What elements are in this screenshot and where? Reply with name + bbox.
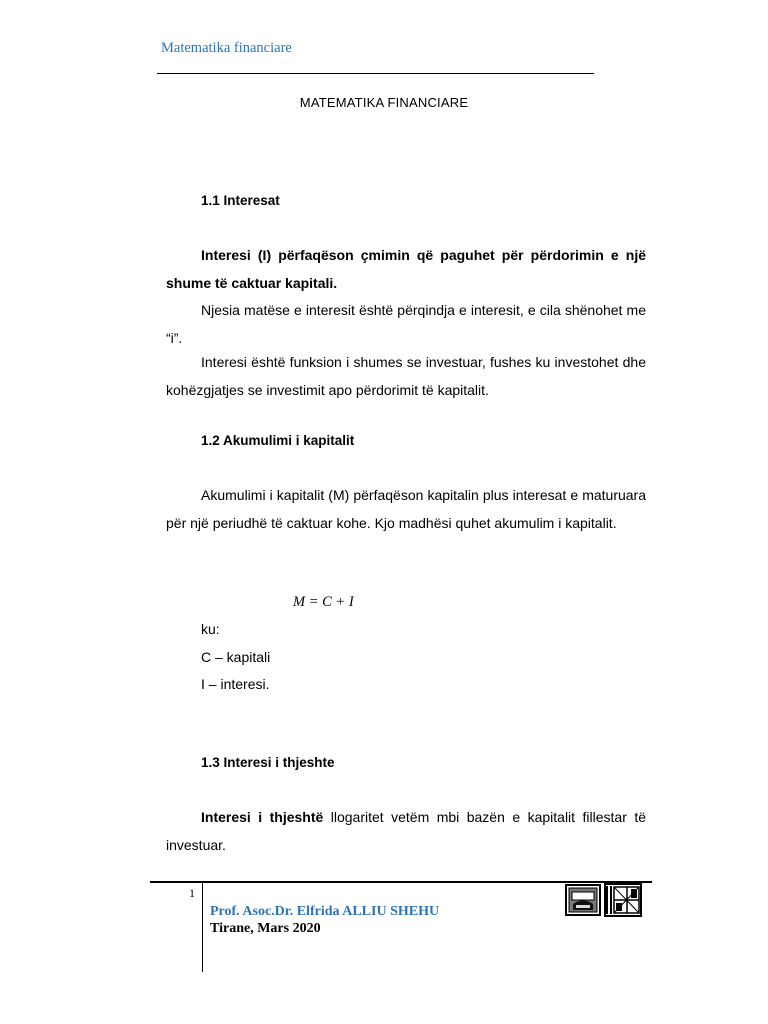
section-heading-1-1: 1.1 Interesat xyxy=(201,193,280,208)
paragraph-text: Interesi (I) përfaqëson çmimin që paguhet për përdorimin e një shume të caktuar kapitali. xyxy=(166,247,646,291)
paragraph-interest-definition xyxy=(166,241,646,297)
paragraph-interest-unit xyxy=(166,296,646,352)
definition-interest: I – interesi. xyxy=(201,676,270,692)
footer-place-date: Tirane, Mars 2020 xyxy=(210,921,321,936)
paragraph-interest-function xyxy=(166,348,646,404)
page-number: 1 xyxy=(189,886,195,900)
definition-where: ku: xyxy=(201,621,220,637)
paragraph-text: Interesi është funksion i shumes se investuar, fushes ku investohet dhe kohëzgjatjes se investimit apo përdorimit të kapitalit. xyxy=(166,354,646,398)
paragraph-simple-interest xyxy=(166,803,646,859)
paragraph-text: Akumulimi i kapitalit (M) përfaqëson kapitalin plus interesat e maturuara për një periudhë të caktuar kohe. Kjo madhësi quhet akumulim i kapitalit. xyxy=(166,487,646,531)
running-header-title: Matematika financiare xyxy=(161,40,292,56)
formula: M = C + I xyxy=(293,594,354,610)
section-heading-1-3: 1.3 Interesi i thjeshte xyxy=(201,755,335,770)
header-rule xyxy=(157,73,594,74)
footer-author: Prof. Asoc.Dr. Elfrida ALLIU SHEHU xyxy=(210,904,440,919)
paragraph-capital-accumulation xyxy=(166,481,646,537)
definition-capital: C – kapitali xyxy=(201,649,271,665)
paragraph-text: llogaritet vetëm mbi bazën e kapitalit fillestar të investuar. xyxy=(166,809,646,853)
institution-logo-icon xyxy=(565,883,643,917)
footer-vertical-rule xyxy=(202,883,203,972)
term-simple-interest: Interesi i thjeshtë xyxy=(201,809,324,825)
document-title: MATEMATIKA FINANCIARE xyxy=(299,95,469,110)
paragraph-text: Njesia matëse e interesit është përqindja e interesit, e cila shënohet me “i”. xyxy=(166,302,646,346)
section-heading-1-2: 1.2 Akumulimi i kapitalit xyxy=(201,433,355,448)
